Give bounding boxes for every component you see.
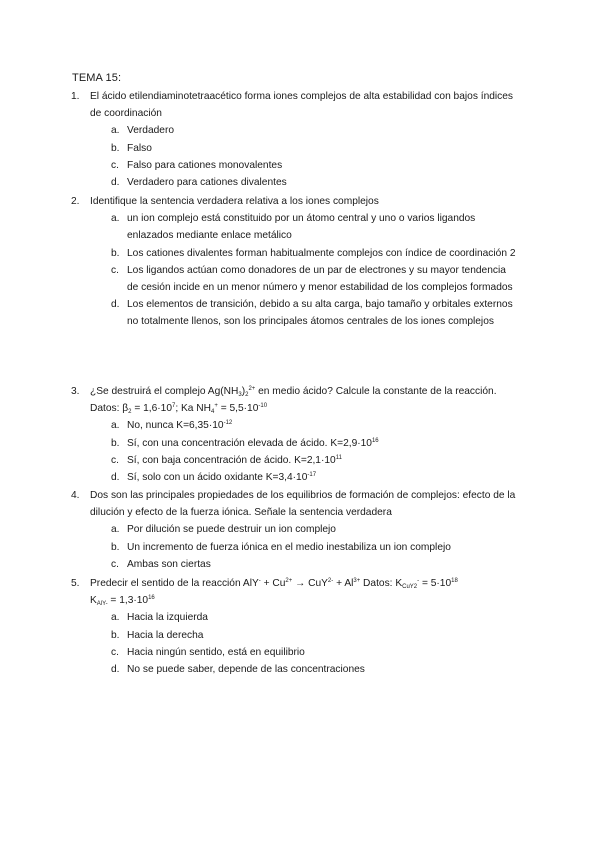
option-item (90, 435, 520, 452)
option-list (90, 609, 520, 678)
option-text: Verdadero para cationes divalentes (127, 177, 287, 189)
option-text: Sí, solo con un ácido oxidante K=3,4·10 (127, 472, 308, 484)
option-letter: b. (111, 541, 120, 553)
option-item (90, 140, 520, 157)
question-stem: Predecir el sentido de la reacción $AlY^- + Cu^{2+} \to CuY^{2-} + Al^{3+}$ Datos: $K_{CuY2}^- = 5\cdot 10^{18}$ $K_{AlY-} = 1,3\cdot 10^{16}$ (90, 578, 458, 608)
option-item (90, 174, 520, 191)
option-item (90, 296, 520, 330)
option-text: Verdadero (127, 125, 175, 137)
question-number: 3. (71, 386, 80, 397)
option-text: Por dilución se puede destruir un ion complejo (127, 524, 336, 536)
question-number: 1. (71, 91, 80, 102)
option-item (90, 556, 520, 573)
option-text: Falso para cationes monovalentes (127, 159, 283, 171)
option-text: Los cationes divalentes forman habitualmente complejos con índice de coordinación 2 (127, 247, 516, 259)
option-letter: d. (111, 299, 120, 311)
option-list (90, 521, 520, 573)
option-list (90, 210, 520, 330)
question-number: 2. (71, 196, 80, 207)
option-item (90, 609, 520, 626)
option-exponent: -17 (307, 472, 317, 479)
option-item (90, 245, 520, 262)
option-text: Hacia la izquierda (127, 612, 208, 624)
option-item (90, 644, 520, 661)
option-exponent: -12 (223, 420, 233, 427)
question-number: 4. (71, 490, 80, 501)
option-letter: c. (111, 159, 119, 171)
option-item (90, 122, 520, 139)
option-text: Ambas son ciertas (127, 558, 211, 570)
option-letter: a. (111, 524, 120, 536)
option-text: Hacia la derecha (127, 629, 204, 641)
option-letter: c. (111, 454, 119, 466)
option-item (90, 627, 520, 644)
option-letter: d. (111, 664, 120, 676)
option-letter: c. (111, 646, 119, 658)
question-stem: Identifique la sentencia verdadera relativa a los iones complejos (90, 196, 379, 207)
page-title: TEMA 15: (72, 72, 122, 84)
option-letter: a. (111, 213, 120, 225)
option-letter: a. (111, 125, 120, 137)
option-letter: b. (111, 437, 120, 449)
option-letter: b. (111, 247, 120, 259)
option-text: No, nunca K=6,35·10 (127, 420, 224, 432)
option-text: Sí, con una concentración elevada de ácido. K=2,9·10 (127, 437, 372, 449)
option-list (90, 417, 520, 486)
option-list (90, 122, 520, 191)
option-text: No se puede saber, depende de las concentraciones (127, 664, 365, 676)
option-text: Hacia ningún sentido, está en equilibrio (127, 646, 305, 658)
option-item (90, 157, 520, 174)
option-item (90, 661, 520, 678)
option-letter: a. (111, 420, 120, 432)
option-text: un ion complejo está constituido por un átomo central y uno o varios ligandos enlazados mediante enlace metálico (127, 213, 476, 242)
option-letter: c. (111, 558, 119, 570)
option-item (90, 452, 520, 469)
option-text: Los elementos de transición, debido a su alta carga, bajo tamaño y orbitales externos no totalmente llenos, son los principales átomos centrales de los iones complejos (127, 299, 513, 328)
question-stem: Dos son las principales propiedades de los equilibrios de formación de complejos: efecto de la dilución y efecto de la fuerza iónica. Señale la sentencia verdadera (90, 490, 516, 519)
question-5 (71, 575, 520, 678)
option-letter: c. (111, 264, 119, 276)
option-text: Los ligandos actúan como donadores de un par de electrones y su mayor tendencia de cesión incide en un menor número y menor estabilidad de los complejos formados (127, 264, 513, 294)
option-letter: b. (111, 629, 120, 641)
question-number: 5. (71, 578, 80, 589)
option-exponent: 11 (335, 454, 342, 461)
option-text: Sí, con baja concentración de ácido. K=2,1·10 (127, 454, 336, 466)
option-item (90, 210, 520, 244)
option-letter: d. (111, 177, 120, 189)
question-2 (71, 193, 520, 331)
question-4 (71, 487, 520, 573)
option-exponent: 16 (371, 437, 379, 444)
question-3 (71, 383, 520, 486)
question-1 (71, 88, 520, 191)
option-letter: b. (111, 142, 120, 154)
option-letter: a. (111, 612, 120, 624)
option-text: Un incremento de fuerza iónica en el medio inestabiliza un ion complejo (127, 541, 451, 553)
option-item (90, 521, 520, 538)
question-stem: ¿Se destruirá el complejo $Ag(NH_3)_2^{2+}$ en medio ácido? Calcule la constante de la reacción. Datos: $\beta_2 = 1,6\cdot 10^7$; Ka $NH_4^+ = 5,5\cdot 10^{-10}$ (90, 386, 497, 416)
option-item (90, 417, 520, 434)
option-letter: d. (111, 472, 120, 484)
option-item (90, 469, 520, 486)
option-text: Falso (127, 142, 152, 154)
option-item (90, 262, 520, 296)
question-stem: El ácido etilendiaminotetraacético forma iones complejos de alta estabilidad con bajos índices de coordinación (90, 91, 514, 120)
option-item (90, 539, 520, 556)
